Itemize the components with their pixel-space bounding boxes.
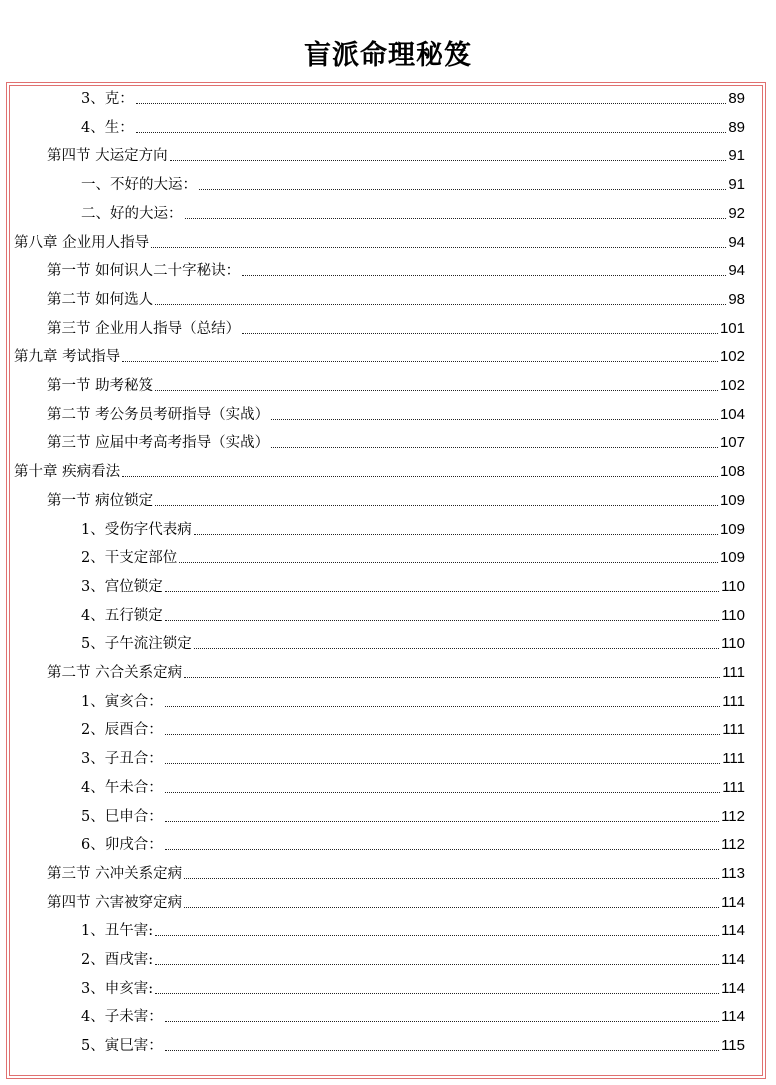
- toc-entry-title: 3、子丑合：: [81, 751, 163, 768]
- toc-page-number: 112: [721, 836, 745, 854]
- toc-entry-title: 第一节 病位锁定: [47, 492, 154, 509]
- toc-page-number: 102: [719, 377, 745, 394]
- toc-entry[interactable]: [81, 576, 745, 598]
- toc-page-number: 109: [719, 549, 745, 567]
- toc-entry[interactable]: [81, 834, 745, 856]
- toc-entry-title: 二、好的大运：: [81, 205, 183, 222]
- toc-entry[interactable]: [47, 863, 745, 885]
- toc-entry-title: 4、五行锁定: [81, 607, 163, 624]
- dot-leader: [136, 103, 727, 104]
- dot-leader: [179, 562, 718, 563]
- toc-page-number: 109: [719, 520, 745, 538]
- toc-entry[interactable]: [47, 318, 745, 340]
- dot-leader: [165, 821, 719, 822]
- dot-leader: [165, 706, 720, 707]
- dot-leader: [165, 792, 720, 793]
- dot-leader: [194, 648, 719, 649]
- dot-leader: [165, 849, 719, 850]
- toc-page-number: 91: [728, 147, 745, 165]
- toc-entry[interactable]: [47, 289, 745, 311]
- toc-page-number: 104: [719, 405, 745, 423]
- toc-page-number: 108: [719, 463, 745, 481]
- toc-page-number: 114: [721, 1008, 745, 1026]
- toc-page-number: 107: [719, 434, 745, 452]
- dot-leader: [170, 160, 727, 161]
- toc-page-number: 111: [722, 664, 745, 681]
- toc-page-number: 111: [722, 692, 745, 710]
- dot-leader: [155, 390, 718, 391]
- toc-entry[interactable]: [47, 375, 745, 397]
- dot-leader: [242, 333, 718, 334]
- toc-entry[interactable]: [81, 949, 745, 971]
- dot-leader: [136, 132, 727, 133]
- toc-entry[interactable]: [81, 547, 745, 569]
- dot-leader: [165, 734, 720, 735]
- toc-entry[interactable]: [81, 691, 745, 713]
- toc-entry-title: 第一节 助考秘笈: [47, 378, 154, 394]
- dot-leader: [199, 189, 726, 190]
- toc-entry[interactable]: [81, 1006, 745, 1028]
- toc-entry[interactable]: [81, 605, 745, 627]
- toc-entry-title: 3、克：: [81, 91, 134, 107]
- toc-page-number: 114: [721, 979, 745, 997]
- toc-page-number: 113: [721, 864, 745, 882]
- toc-page-number: 112: [721, 807, 745, 825]
- toc-page-number: 110: [721, 635, 745, 653]
- toc-entry[interactable]: [47, 145, 745, 167]
- dot-leader: [155, 505, 718, 506]
- dot-leader: [155, 935, 719, 936]
- toc-entry-title: 第二节 如何选人: [47, 291, 154, 308]
- toc-entry[interactable]: [81, 748, 745, 770]
- toc-entry-title: 第三节 应届中考高考指导（实战）: [47, 435, 270, 452]
- toc-entry-title: 5、寅巳害：: [81, 1038, 163, 1055]
- toc-entry[interactable]: [47, 260, 745, 282]
- dot-leader: [184, 907, 719, 908]
- toc-page-number: 114: [721, 893, 745, 911]
- toc-entry-title: 2、辰酉合：: [81, 722, 163, 739]
- dot-leader: [165, 1050, 719, 1051]
- toc-entry[interactable]: [81, 777, 745, 799]
- toc-entry[interactable]: [81, 978, 745, 1000]
- toc-entry[interactable]: [47, 490, 745, 512]
- toc-page-number: 89: [728, 118, 745, 136]
- toc-page-number: 94: [728, 262, 745, 280]
- toc-page-number: 111: [722, 721, 745, 739]
- toc-entry-title: 4、子未害：: [81, 1009, 163, 1026]
- toc-entry[interactable]: [81, 174, 745, 196]
- dot-leader: [165, 1021, 719, 1022]
- toc-entry[interactable]: [47, 662, 745, 684]
- toc-entry-title: 4、午未合：: [81, 779, 163, 796]
- toc-entry[interactable]: [81, 519, 745, 541]
- toc-page-number: 115: [721, 1037, 745, 1055]
- toc-entry[interactable]: [81, 633, 745, 655]
- toc-entry-title: 2、酉戌害:: [81, 952, 154, 968]
- toc-entry-title: 1、丑午害:: [81, 923, 154, 940]
- toc-entry-title: 4、生：: [81, 119, 134, 136]
- dot-leader: [184, 677, 720, 678]
- toc-entry-title: 第八章 企业用人指导: [14, 234, 150, 251]
- toc-page-number: 91: [728, 176, 745, 194]
- toc-entry[interactable]: [81, 117, 745, 139]
- dot-leader: [155, 964, 719, 965]
- toc-page-number: 109: [719, 491, 745, 509]
- dot-leader: [184, 878, 719, 879]
- toc-entry-title: 一、不好的大运：: [81, 177, 197, 194]
- toc-entry-title: 1、受伤字代表病: [81, 521, 192, 538]
- toc-page-number: 101: [719, 319, 745, 337]
- toc-entry[interactable]: [47, 432, 745, 454]
- dot-leader: [151, 247, 726, 248]
- toc-page-number: 92: [728, 204, 745, 222]
- toc-page-number: 111: [722, 778, 745, 796]
- toc-entry-title: 3、宫位锁定: [81, 578, 163, 595]
- document-title: 盲派命理秘笈: [304, 40, 472, 71]
- toc-page-number: 114: [721, 951, 745, 968]
- toc-entry-title: 第三节 企业用人指导（总结）: [47, 320, 241, 337]
- toc-entry[interactable]: [47, 404, 745, 426]
- toc-entry-title: 6、卯戌合：: [81, 837, 163, 854]
- toc-entry-title: 3、申亥害:: [81, 980, 154, 997]
- toc-page-number: 110: [721, 577, 745, 595]
- toc-page-number: 89: [728, 90, 745, 107]
- toc-entry-title: 5、巳申合：: [81, 808, 163, 825]
- toc-page-number: 114: [721, 922, 745, 940]
- dot-leader: [165, 620, 719, 621]
- dot-leader: [271, 447, 718, 448]
- toc-entry[interactable]: [81, 806, 745, 828]
- toc-entry-title: 5、子午流注锁定: [81, 636, 192, 653]
- toc-entry-title: 1、寅亥合：: [81, 693, 163, 710]
- toc-entry[interactable]: [47, 892, 745, 914]
- toc-entry-title: 第九章 考试指导: [14, 349, 121, 366]
- toc-entry[interactable]: [81, 203, 745, 225]
- dot-leader: [122, 476, 718, 477]
- dot-leader: [185, 218, 727, 219]
- toc-entry-title: 第十章 疾病看法: [14, 464, 121, 481]
- toc-entry[interactable]: [14, 461, 745, 483]
- toc-entry-title: 第三节 六冲关系定病: [47, 865, 183, 882]
- dot-leader: [155, 993, 719, 994]
- toc-entry[interactable]: [14, 232, 745, 254]
- dot-leader: [271, 419, 718, 420]
- toc-entry[interactable]: [81, 719, 745, 741]
- toc-page-number: 94: [728, 233, 745, 251]
- toc-entry-title: 第一节 如何识人二十字秘诀：: [47, 263, 241, 280]
- dot-leader: [155, 304, 726, 305]
- toc-entry-title: 第四节 六害被穿定病: [47, 894, 183, 911]
- toc-page-number: 110: [721, 606, 745, 624]
- toc-entry-title: 第二节 六合关系定病: [47, 665, 183, 681]
- dot-leader: [194, 534, 718, 535]
- dot-leader: [122, 361, 718, 362]
- toc-entry-title: 第四节 大运定方向: [47, 148, 168, 165]
- toc-page-number: 111: [722, 750, 745, 768]
- toc-entry[interactable]: [81, 88, 745, 110]
- toc-entry[interactable]: [81, 1035, 745, 1057]
- dot-leader: [165, 763, 720, 764]
- dot-leader: [242, 275, 726, 276]
- toc-entry-title: 第二节 考公务员考研指导（实战）: [47, 406, 270, 423]
- toc-page-number: 102: [719, 348, 745, 366]
- toc-entry[interactable]: [14, 346, 745, 368]
- dot-leader: [165, 591, 719, 592]
- toc-page-number: 98: [728, 290, 745, 308]
- toc-entry[interactable]: [81, 920, 745, 942]
- toc-entry-title: 2、干支定部位: [81, 550, 178, 567]
